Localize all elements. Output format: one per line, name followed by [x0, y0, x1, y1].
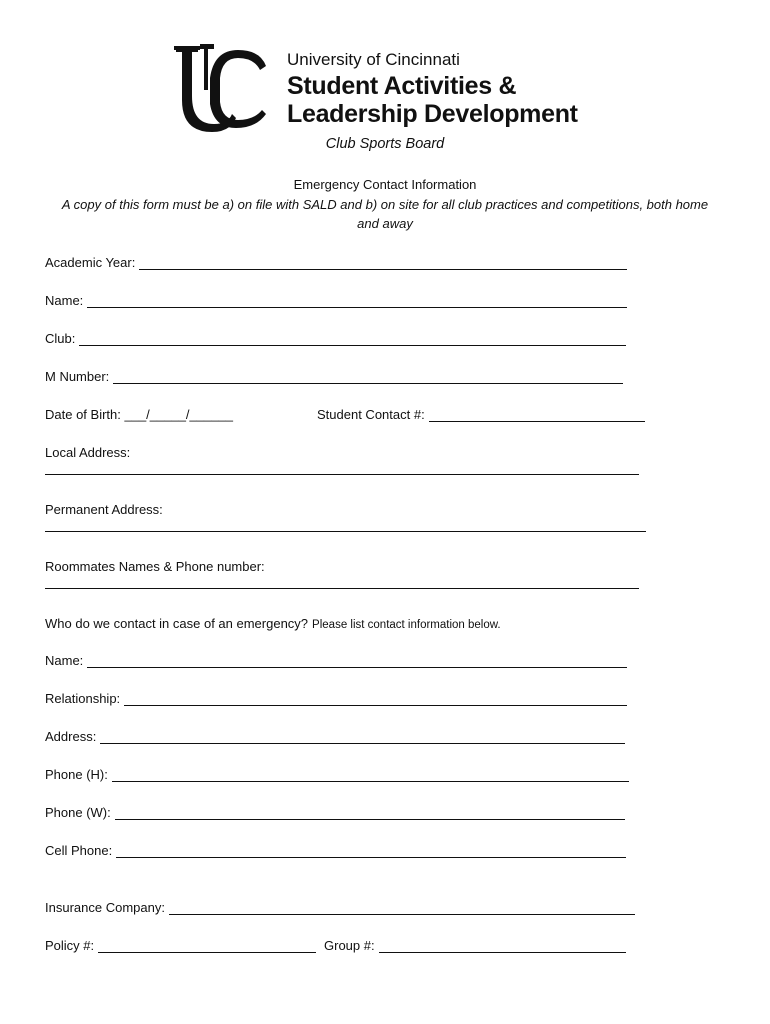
- form-title: Emergency Contact Information: [293, 177, 477, 192]
- academic-year-row: [45, 252, 627, 270]
- address-row: [45, 726, 625, 744]
- permanent-address-row: [45, 499, 163, 517]
- cell-phone-label: Cell Phone:: [45, 843, 113, 858]
- relationship-field[interactable]: [124, 693, 627, 706]
- name-label: Name:: [45, 293, 84, 308]
- local-address-label: Local Address:: [45, 445, 131, 460]
- department-line-2: Leadership Development: [287, 100, 578, 128]
- phone-h-row: [45, 764, 629, 782]
- name-field[interactable]: [87, 295, 627, 308]
- club-label: Club:: [45, 331, 76, 346]
- university-name: University of Cincinnati: [287, 50, 460, 69]
- dob-row: [45, 404, 233, 422]
- m-number-label: M Number:: [45, 369, 110, 384]
- m-number-row: [45, 366, 623, 384]
- insurance-field[interactable]: [169, 902, 635, 915]
- phone-h-field[interactable]: [112, 769, 629, 782]
- student-contact-row: [317, 404, 645, 422]
- department-line-1: Student Activities &: [287, 72, 517, 100]
- student-contact-label: Student Contact #:: [317, 407, 425, 422]
- relationship-row: [45, 688, 627, 706]
- ec-name-field[interactable]: [87, 655, 627, 668]
- ec-name-row: [45, 650, 627, 668]
- permanent-address-field[interactable]: [45, 531, 646, 532]
- address-label: Address:: [45, 729, 97, 744]
- phone-w-label: Phone (W):: [45, 805, 111, 820]
- board-subtitle: Club Sports Board: [325, 136, 445, 152]
- emergency-note: Please list contact information below.: [312, 619, 501, 631]
- name-row: [45, 290, 627, 308]
- m-number-field[interactable]: [113, 371, 623, 384]
- academic-year-field[interactable]: [139, 257, 627, 270]
- form-note: A copy of this form must be a) on file with SALD and b) on site for all club practices and competitions, both home and away: [61, 197, 709, 231]
- local-address-row: [45, 442, 130, 460]
- cell-phone-field[interactable]: [116, 845, 626, 858]
- uc-logo: [170, 44, 270, 134]
- phone-w-field[interactable]: [115, 807, 625, 820]
- local-address-field[interactable]: [45, 474, 639, 475]
- phone-h-label: Phone (H):: [45, 767, 108, 782]
- insurance-label: Insurance Company:: [45, 900, 165, 915]
- roommates-row: [45, 556, 265, 574]
- policy-field[interactable]: [98, 940, 316, 953]
- emergency-question-row: [45, 613, 501, 631]
- group-label: Group #:: [324, 938, 375, 953]
- phone-w-row: [45, 802, 625, 820]
- student-contact-field[interactable]: [429, 409, 645, 422]
- address-field[interactable]: [100, 731, 625, 744]
- group-row: [324, 935, 626, 953]
- insurance-row: [45, 897, 635, 915]
- roommates-field[interactable]: [45, 588, 639, 589]
- club-row: [45, 328, 626, 346]
- cell-phone-row: [45, 840, 626, 858]
- academic-year-label: Academic Year:: [45, 255, 136, 270]
- relationship-label: Relationship:: [45, 691, 121, 706]
- permanent-address-label: Permanent Address:: [45, 502, 163, 517]
- ec-name-label: Name:: [45, 653, 84, 668]
- group-field[interactable]: [379, 940, 626, 953]
- emergency-question: Who do we contact in case of an emergency?: [45, 616, 309, 631]
- dob-label[interactable]: Date of Birth: ___/_____/______: [45, 407, 233, 422]
- roommates-label: Roommates Names & Phone number:: [45, 559, 265, 574]
- club-field[interactable]: [79, 333, 626, 346]
- policy-label: Policy #:: [45, 938, 95, 953]
- policy-row: [45, 935, 316, 953]
